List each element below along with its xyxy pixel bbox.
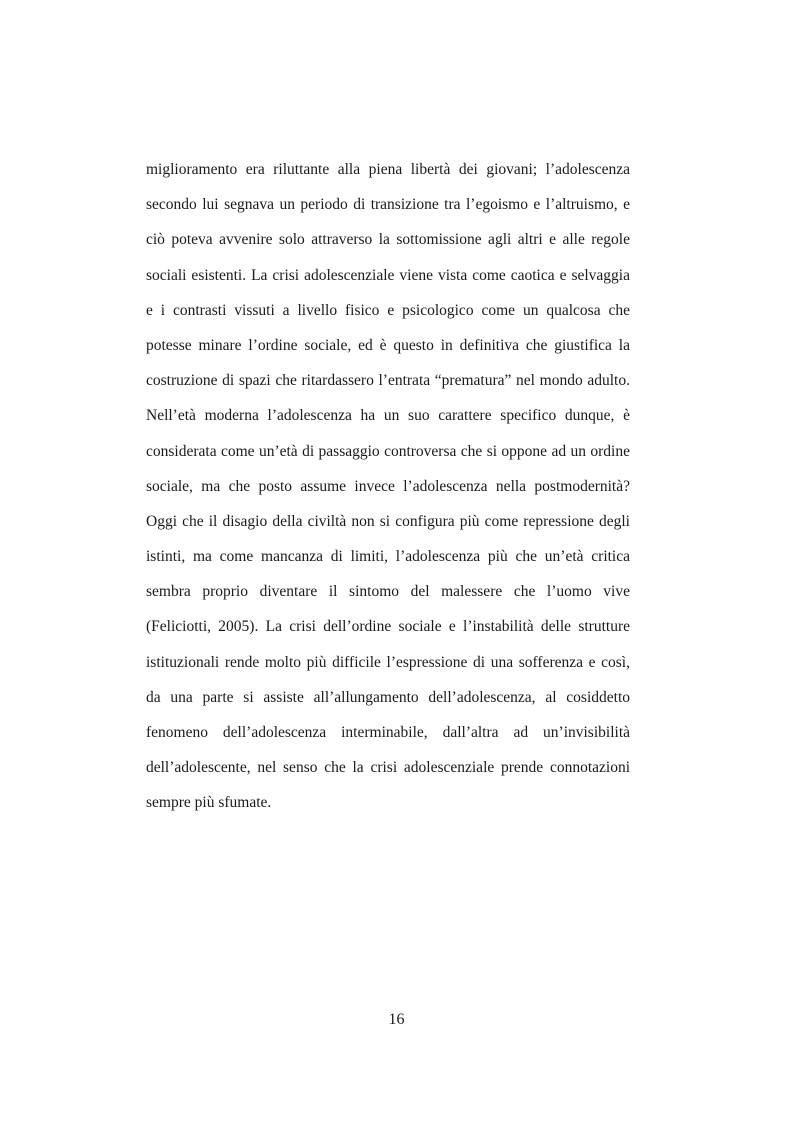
text-line: potesse minare l’ordine sociale, ed è questo in definitiva che giustifica la (146, 336, 630, 354)
text-line: fenomeno dell’adolescenza interminabile, dall’altra ad un’invisibilità (146, 724, 630, 741)
text-line: sempre più sfumate. (146, 794, 272, 812)
text-line: istituzionali rende molto più difficile l’espressione di una sofferenza e così, (146, 653, 630, 671)
text-line: sociali esistenti. La crisi adolescenziale viene vista come caotica e selvaggia (146, 266, 630, 284)
page-number: 16 (388, 1011, 405, 1028)
text-line: dell’adolescente, nel senso che la crisi adolescenziale prende connotazioni (146, 759, 630, 777)
text-line: considerata come un’età di passaggio controversa che si oppone ad un ordine (146, 442, 630, 460)
body-paragraph (146, 152, 630, 821)
text-line: secondo lui segnava un periodo di transizione tra l’egoismo e l’altruismo, e (146, 196, 630, 214)
text-line: costruzione di spazi che ritardassero l’entrata “prematura” nel mondo adulto. (146, 372, 630, 390)
text-line: sociale, ma che posto assume invece l’adolescenza nella postmodernità? (146, 477, 630, 495)
text-line: sembra proprio diventare il sintomo del malessere che l’uomo vive (146, 583, 630, 601)
text-line: ciò poteva avvenire solo attraverso la sottomissione agli altri e alle regole (146, 231, 630, 249)
text-line: e i contrasti vissuti a livello fisico e psicologico come un qualcosa che (146, 301, 630, 319)
text-line: istinti, ma come mancanza di limiti, l’adolescenza più che un’età critica (146, 548, 630, 566)
text-line: da una parte si assiste all’allungamento dell’adolescenza, al cosiddetto (146, 688, 630, 706)
text-line: Oggi che il disagio della civiltà non si configura più come repressione degli (146, 512, 630, 530)
text-line: (Feliciotti, 2005). La crisi dell’ordine sociale e l’instabilità delle strutture (146, 618, 630, 636)
text-line: Nell’età moderna l’adolescenza ha un suo carattere specifico dunque, è (146, 407, 630, 425)
text-line: miglioramento era riluttante alla piena libertà dei giovani; l’adolescenza (146, 161, 630, 178)
